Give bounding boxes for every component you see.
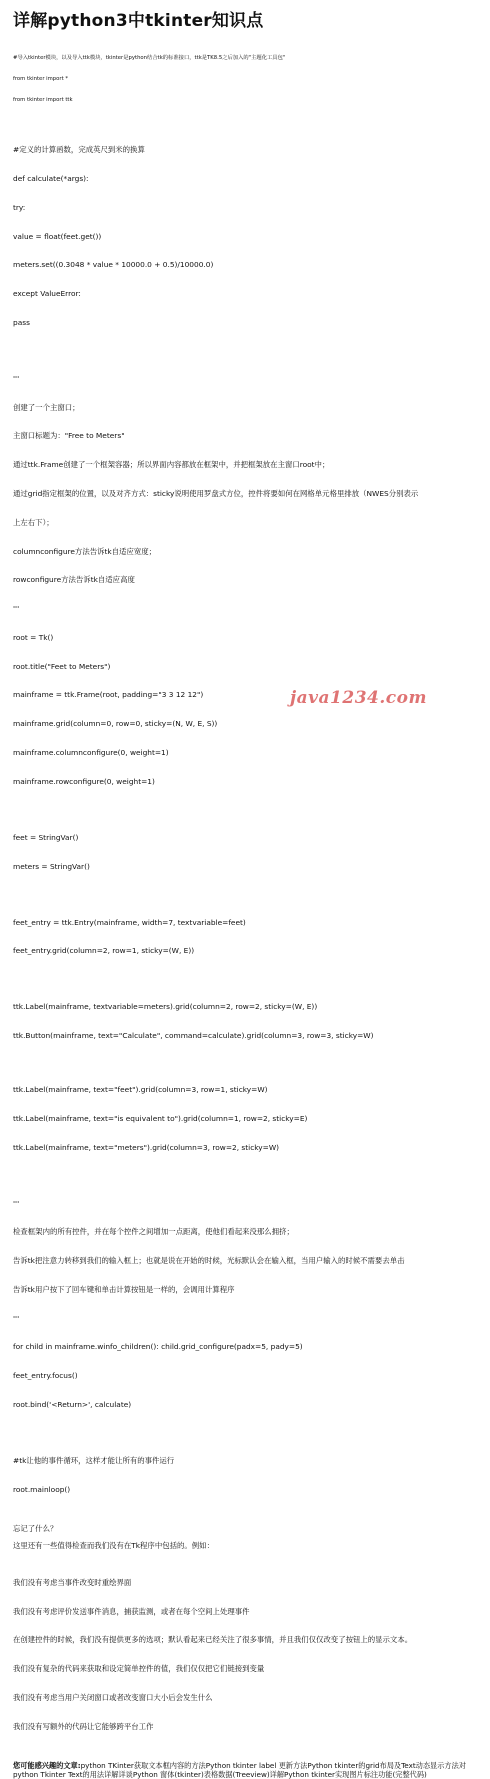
code-line: #tk让他的事件循环，这样才能让所有的事件运行 — [13, 1455, 175, 1465]
code-line: mainframe.rowconfigure(0, weight=1) — [13, 776, 155, 786]
list-item: 在创建控件的时候，我们没有提供更多的选项；默认看起来已经关注了很多事情，并且我们仅仅改变了按钮上的显示文本。 — [13, 1635, 413, 1645]
list-item: 我们没有写额外的代码让它能够跨平台工作 — [13, 1721, 154, 1731]
layout-loop-code-block — [13, 1179, 479, 1428]
list-item: 我们没有考虑当事件改变时重绘界面 — [13, 1577, 132, 1587]
code-line: from tkinter import * — [13, 76, 69, 82]
code-line: ttk.Label(mainframe, text="meters").grid(column=3, row=2, sticky=W) — [13, 1142, 280, 1152]
window-code-block — [13, 355, 479, 806]
code-line: root.mainloop() — [13, 1484, 71, 1494]
code-line: 主窗口标题为："Free to Meters" — [13, 431, 125, 441]
code-line: rowconfigure方法告诉tk自适应高度 — [13, 575, 135, 585]
code-line: feet_entry.grid(column=2, row=1, sticky=(W, E)) — [13, 946, 195, 956]
missing-features-list — [13, 1559, 479, 1751]
question-heading: 忘记了什么？ — [13, 1523, 58, 1533]
code-line: mainframe.columnconfigure(0, weight=1) — [13, 748, 169, 757]
code-line: meters = StringVar() — [13, 861, 90, 871]
list-item: 我们没有考虑当用户关闭窗口或者改变窗口大小后会发生什么 — [13, 1693, 213, 1703]
code-line: root.title("Feet to Meters") — [13, 661, 111, 671]
code-line: ''' — [13, 604, 20, 614]
code-line: columnconfigure方法告诉tk自适应宽度； — [13, 546, 157, 556]
code-line: ttk.Button(mainframe, text="Calculate", command=calculate).grid(column=3, row=3, sticky=W) — [13, 1031, 374, 1041]
related-articles-label: 您可能感兴趣的文章: — [13, 1760, 81, 1770]
entry-code-block — [13, 898, 479, 975]
import-code-block — [13, 41, 479, 118]
code-line: 检查框架内的所有控件，并在每个控件之间增加一点距离，使他们看起来没那么拥挤； — [13, 1227, 294, 1237]
list-item: 我们没有考虑评价发送事件消息，捕获监测，或者在每个空间上处理事件 — [13, 1606, 250, 1616]
code-line: meters.set((0.3048 * value * 10000.0 + 0.5)/10000.0) — [13, 260, 214, 270]
code-line: #导入tkinter模块，以及导入ttk模块，tkinter是python结合tk的标准接口，ttk是TK8.5之后加入的"主题化工具包" — [13, 55, 286, 61]
code-line: for child in mainframe.winfo_children(): child.grid_configure(padx=5, pady=5) — [13, 1342, 303, 1352]
list-item: 我们没有复杂的代码来获取和设定简单控件的值，我们仅仅把它们链接到变量 — [13, 1664, 265, 1674]
intro-paragraph: 这里还有一些值得检查而我们没有在Tk程序中包括的。例如： — [13, 1541, 214, 1551]
code-line: except ValueError: — [13, 289, 81, 299]
article — [13, 0, 479, 1779]
code-line: def calculate(*args): — [13, 173, 89, 183]
code-line: root = Tk() — [13, 632, 54, 642]
labels-code-block — [13, 1066, 479, 1172]
site-watermark: java1234.com — [290, 688, 427, 708]
code-line: ttk.Label(mainframe, textvariable=meters).grid(column=2, row=2, sticky=(W, E)) — [13, 1002, 318, 1012]
code-line: ''' — [13, 1313, 20, 1323]
code-line: value = float(feet.get()) — [13, 231, 102, 241]
code-line: feet_entry.focus() — [13, 1371, 78, 1381]
mainloop-code-block — [13, 1437, 479, 1514]
code-line: mainframe = ttk.Frame(root, padding="3 3 12 12") — [13, 690, 204, 700]
code-line: from tkinter import ttk — [13, 97, 73, 103]
code-line: #定义的计算函数，完成英尺到米的换算 — [13, 145, 145, 155]
variables-code-block — [13, 814, 479, 891]
related-articles — [13, 1761, 479, 1779]
code-line: ttk.Label(mainframe, text="feet").grid(column=3, row=1, sticky=W) — [13, 1085, 268, 1094]
code-line: ''' — [13, 373, 20, 383]
code-line: pass — [13, 317, 30, 327]
code-line: 告诉tk把注意力转移到我们的输入框上；也就是说在开始的时候，光标默认会在输入框，当用户输入的时候不需要去单击 — [13, 1256, 405, 1266]
related-articles-links[interactable]: python TKinter获取文本框内容的方法Python tkinter label 更新方法Python tkinter的grid布局及Text动态显示方法对python Tkinter Text的用法详解详谈Python 窗体(tkinter)表格数据(Treeview)详解Python tkinter实现图片标注功能(完整代码) — [13, 1760, 466, 1779]
code-line: 通过ttk.Frame创建了一个框架容器；所以界面内容都放在框架中，并把框架放在主窗口root中； — [13, 460, 330, 470]
page-title: 详解python3中tkinter知识点 — [13, 11, 264, 31]
code-line: 创建了一个主窗口； — [13, 402, 80, 412]
code-line: mainframe.grid(column=0, row=0, sticky=(N, W, E, S)) — [13, 719, 218, 729]
code-line: ''' — [13, 1198, 20, 1208]
code-line: 告诉tk用户按下了回车键和单击计算按钮是一样的，会调用计算程序 — [13, 1284, 235, 1294]
label-button-code-block — [13, 983, 479, 1060]
code-line: feet_entry = ttk.Entry(mainframe, width=7, textvariable=feet) — [13, 917, 246, 927]
calculate-code-block — [13, 126, 479, 347]
code-line: root.bind('<Return>', calculate) — [13, 1400, 132, 1409]
code-line: ttk.Label(mainframe, text="is equivalent to").grid(column=1, row=2, sticky=E) — [13, 1113, 308, 1123]
code-line: try: — [13, 202, 26, 212]
code-line: 上左右下）； — [13, 517, 54, 527]
code-line: 通过grid指定框架的位置，以及对齐方式：sticky说明使用罗盘式方位，控件将要如何在网格单元格里排放（NWES分别表示 — [13, 488, 419, 498]
code-line: feet = StringVar() — [13, 832, 79, 842]
